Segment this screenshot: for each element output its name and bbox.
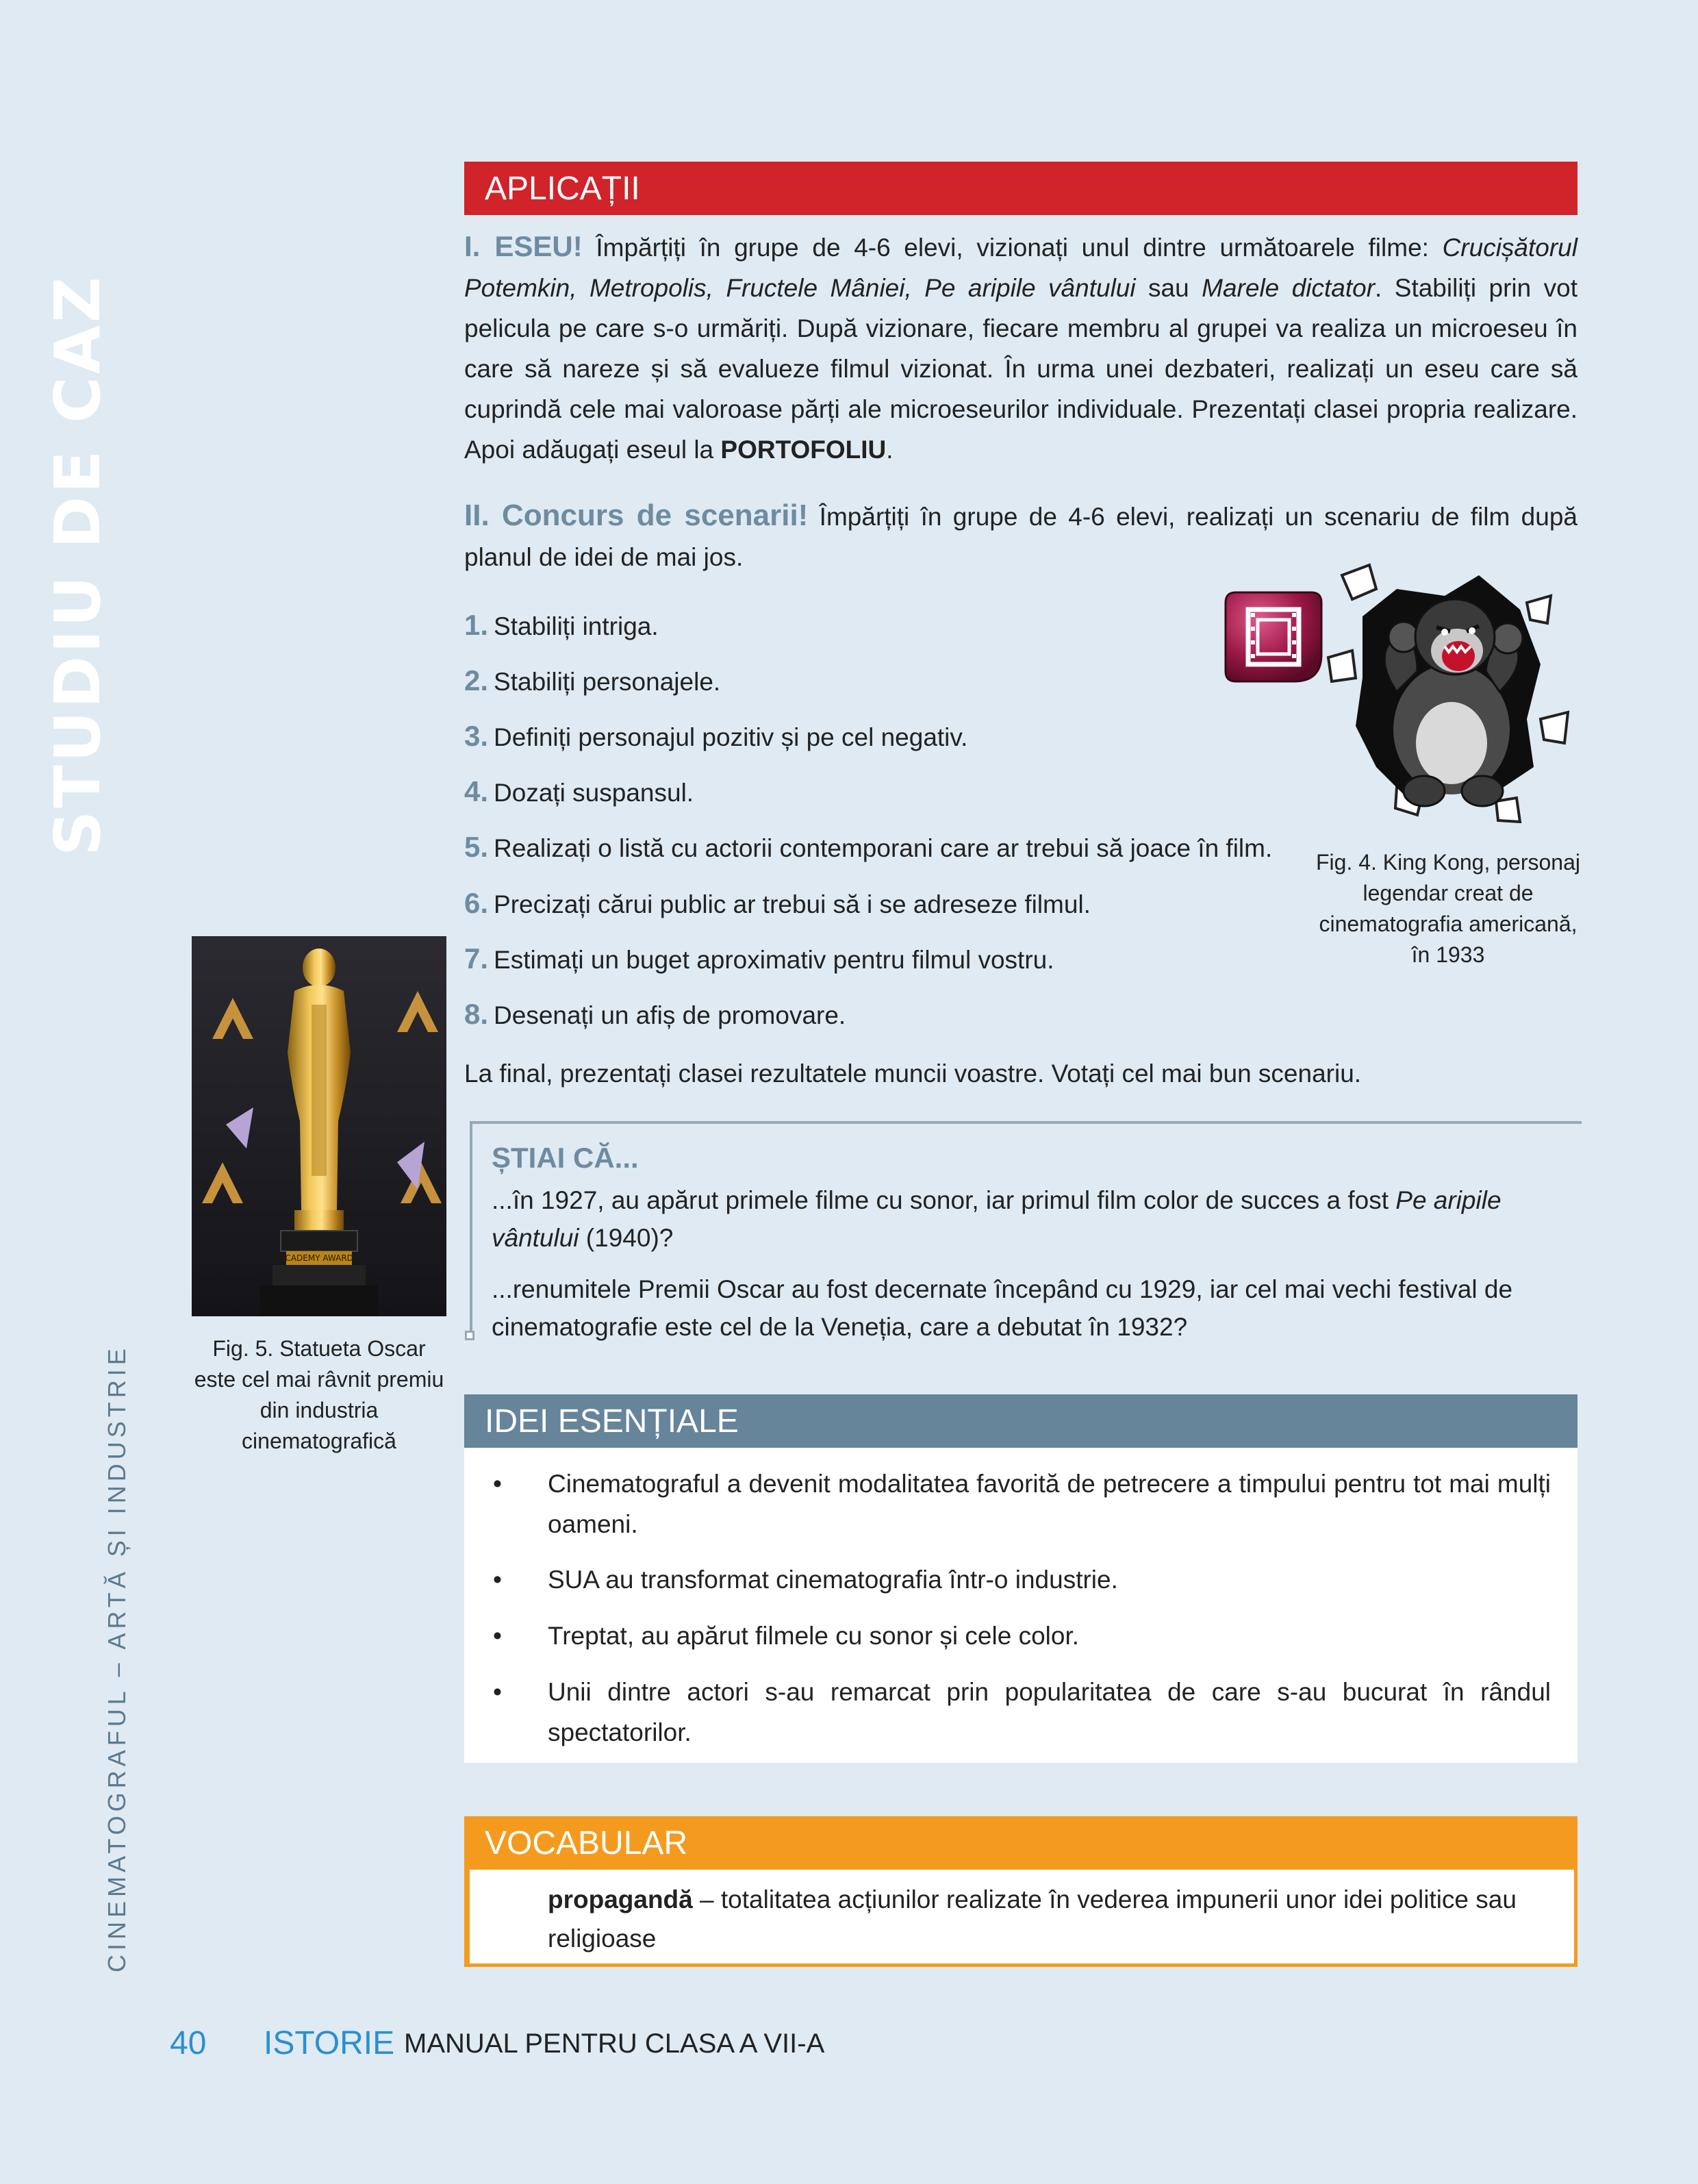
stiai-divider xyxy=(472,1121,1582,1124)
page-number: 40 xyxy=(170,2025,207,2061)
footer-title: MANUAL PENTRU CLASA A VII-A xyxy=(404,2029,825,2059)
vocabular-definition: – totalitatea acțiunilor realizate în vederea impunerii unor idei politice sau religioase xyxy=(548,1885,1517,1953)
final-text: La final, prezentați clasei rezultatele muncii voastre. Votați cel mai bun scenariu. xyxy=(464,1059,1362,1088)
king-kong-illustration xyxy=(1315,562,1582,836)
list-item: • SUA au transformat cinematografia într-o industrie. xyxy=(493,1566,1118,1594)
essay-text-1: Împărțiți în grupe de 4-6 elevi, vizionați unul dintre următoarele filme: xyxy=(582,234,1443,262)
list-item: • Cinematograful a devenit modalitatea favorită de petrecere a timpului pentru tot mai mulți oameni. xyxy=(493,1470,1551,1538)
essay-label: I. ESEU! xyxy=(464,230,583,262)
essay-text-2: sau xyxy=(1135,274,1202,302)
vocabular-header: VOCABULAR xyxy=(464,1816,1577,1870)
list-item: • Unii dintre actori s-au remarcat prin popularitatea de care s-au bucurat în rândul spectatorilor. xyxy=(493,1678,1551,1746)
vocabular-term: propagandă xyxy=(548,1885,693,1913)
idei-header: IDEI ESENȚIALE xyxy=(464,1394,1577,1448)
stiai-title: ȘTIAI CĂ... xyxy=(492,1142,639,1174)
list-item: • Treptat, au apărut filmele cu sonor și cele color. xyxy=(493,1622,1080,1650)
stiai-paragraph-1: ...în 1927, au apărut primele filme cu sonor, iar primul film color de succes a fost Pe aripile vântului (1940)? xyxy=(492,1186,1501,1252)
vocabular-entry xyxy=(548,1880,1554,1958)
vocabular-border-left xyxy=(467,1870,470,1964)
stiai-marker xyxy=(465,1331,474,1340)
essay-film-last: Marele dictator xyxy=(1202,274,1376,302)
essay-paragraph xyxy=(464,226,1577,470)
oscar-statue-photo xyxy=(192,936,446,1316)
list-item: 2. Stabiliți personajele. xyxy=(464,664,721,696)
film-reel-icon xyxy=(1222,586,1325,688)
side-section-title: STUDIU DE CAZ xyxy=(41,274,114,856)
stiai-border xyxy=(470,1121,472,1333)
stiai-paragraph-2: ...renumitele Premii Oscar au fost decernate începând cu 1929, iar cel mai vechi festival de cinematografie este cel de la Veneția, care a debutat în 1932? xyxy=(492,1275,1513,1341)
list-item: 8. Desenați un afiș de promovare. xyxy=(464,998,846,1030)
essay-films: Crucișătorul Potemkin, Metropolis, Fructele Mâniei, Pe aripile vântului xyxy=(464,234,1577,302)
list-item: 7. Estimați un buget aproximativ pentru filmul vostru. xyxy=(464,942,1054,975)
footer-subject: ISTORIE xyxy=(264,2025,395,2061)
list-item: 4. Dozați suspansul. xyxy=(464,775,694,807)
essay-portfolio: PORTOFOLIU xyxy=(720,436,887,464)
contest-label: II. Concurs de scenarii! xyxy=(464,499,809,532)
fig5-caption: Fig. 5. Statueta Oscar este cel mai râvnit premiu din industria cinematografică xyxy=(194,1336,444,1453)
essay-text-3: . Stabiliți prin vot pelicula pe care s-o urmăriți. După vizionare, fiecare membru al grupei va realiza un microeseu în care să nareze și să evalueze filmul vizionat. În urma unei dezbateri, realizați un eseu care să cuprindă cele mai valoroase părți ale microeseurilor individuale. Prezentați clasei propria realizare. Apoi adăugați eseul la xyxy=(464,274,1578,464)
essay-end: . xyxy=(886,436,894,464)
list-item: 5. Realizați o listă cu actorii contemporani care ar trebui să joace în film. xyxy=(464,831,1273,863)
list-item: 1. Stabiliți intriga. xyxy=(464,609,659,641)
side-chapter-title: CINEMATOGRAFUL – ARTĂ ȘI INDUSTRIE xyxy=(103,1344,131,1972)
list-item: 6. Precizați cărui public ar trebui să i se adreseze filmul. xyxy=(464,887,1091,919)
contest-text: Împărțiți în grupe de 4-6 elevi, realizați un scenariu de film după planul de idei de mai jos. xyxy=(464,503,1577,571)
list-item: 3. Definiți personajul pozitiv și pe cel negativ. xyxy=(464,720,968,752)
fig4-caption: Fig. 4. King Kong, personaj legendar creat de cinematografia americană, în 1933 xyxy=(1315,850,1580,967)
aplicatii-header: APLICAȚII xyxy=(464,162,1577,215)
oscar-base-text: ACADEMY AWARDS xyxy=(279,1253,359,1263)
